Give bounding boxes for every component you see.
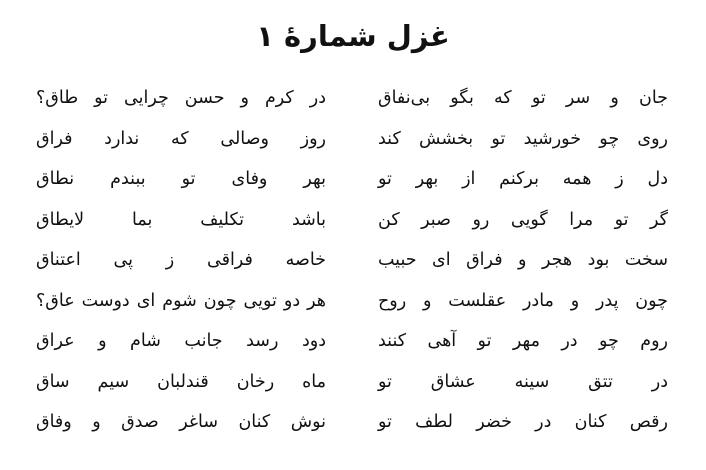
couplet xyxy=(0,78,706,119)
hemistich-first: سخت بود هجر و فراق ای حبیب xyxy=(378,250,668,270)
poem-body xyxy=(0,78,706,443)
hemistich-first: چون پدر و مادر عقلست و روح xyxy=(378,290,668,311)
hemistich-first: در تتق سینه عشاق تو xyxy=(378,371,668,392)
hemistich-first: رقص کنان در خضر لطف تو xyxy=(378,412,668,432)
couplet xyxy=(0,362,706,403)
hemistich-first: دل ز همه برکنم از بهر تو xyxy=(378,169,668,189)
couplet xyxy=(0,200,706,241)
hemistich-second: روز وصالی که ندارد فراق xyxy=(36,128,326,149)
couplet xyxy=(0,402,706,443)
couplet xyxy=(0,321,706,362)
hemistich-second: دود رسد جانب شام و عراق xyxy=(36,331,326,351)
hemistich-second: نوش کنان ساغر صدق و وفاق xyxy=(36,412,326,432)
hemistich-second: خاصه فراقی ز پی اعتناق xyxy=(36,250,326,270)
hemistich-second: باشد تکلیف بما لایطاق xyxy=(36,209,326,230)
couplet xyxy=(0,240,706,281)
couplet xyxy=(0,281,706,322)
page-title: غزل شمارهٔ ۱ xyxy=(256,19,450,53)
hemistich-first: روی چو خورشید تو بخشش کند xyxy=(378,128,668,149)
couplet xyxy=(0,159,706,200)
hemistich-second: هر دو تویی چون شوم ای دوست عاق؟ xyxy=(36,290,326,311)
hemistich-second: ماه رخان قندلبان سیم ساق xyxy=(36,371,326,392)
hemistich-second: بهر وفای تو ببندم نطاق xyxy=(36,169,326,189)
hemistich-second: در کرم و حسن چرایی تو طاق؟ xyxy=(36,88,326,108)
hemistich-first: گر تو مرا گویی رو صبر کن xyxy=(378,209,668,230)
hemistich-first: جان و سر تو که بگو بی‌نفاق xyxy=(378,88,668,108)
hemistich-first: روم چو در مهر تو آهی کنند xyxy=(378,331,668,351)
couplet xyxy=(0,119,706,160)
